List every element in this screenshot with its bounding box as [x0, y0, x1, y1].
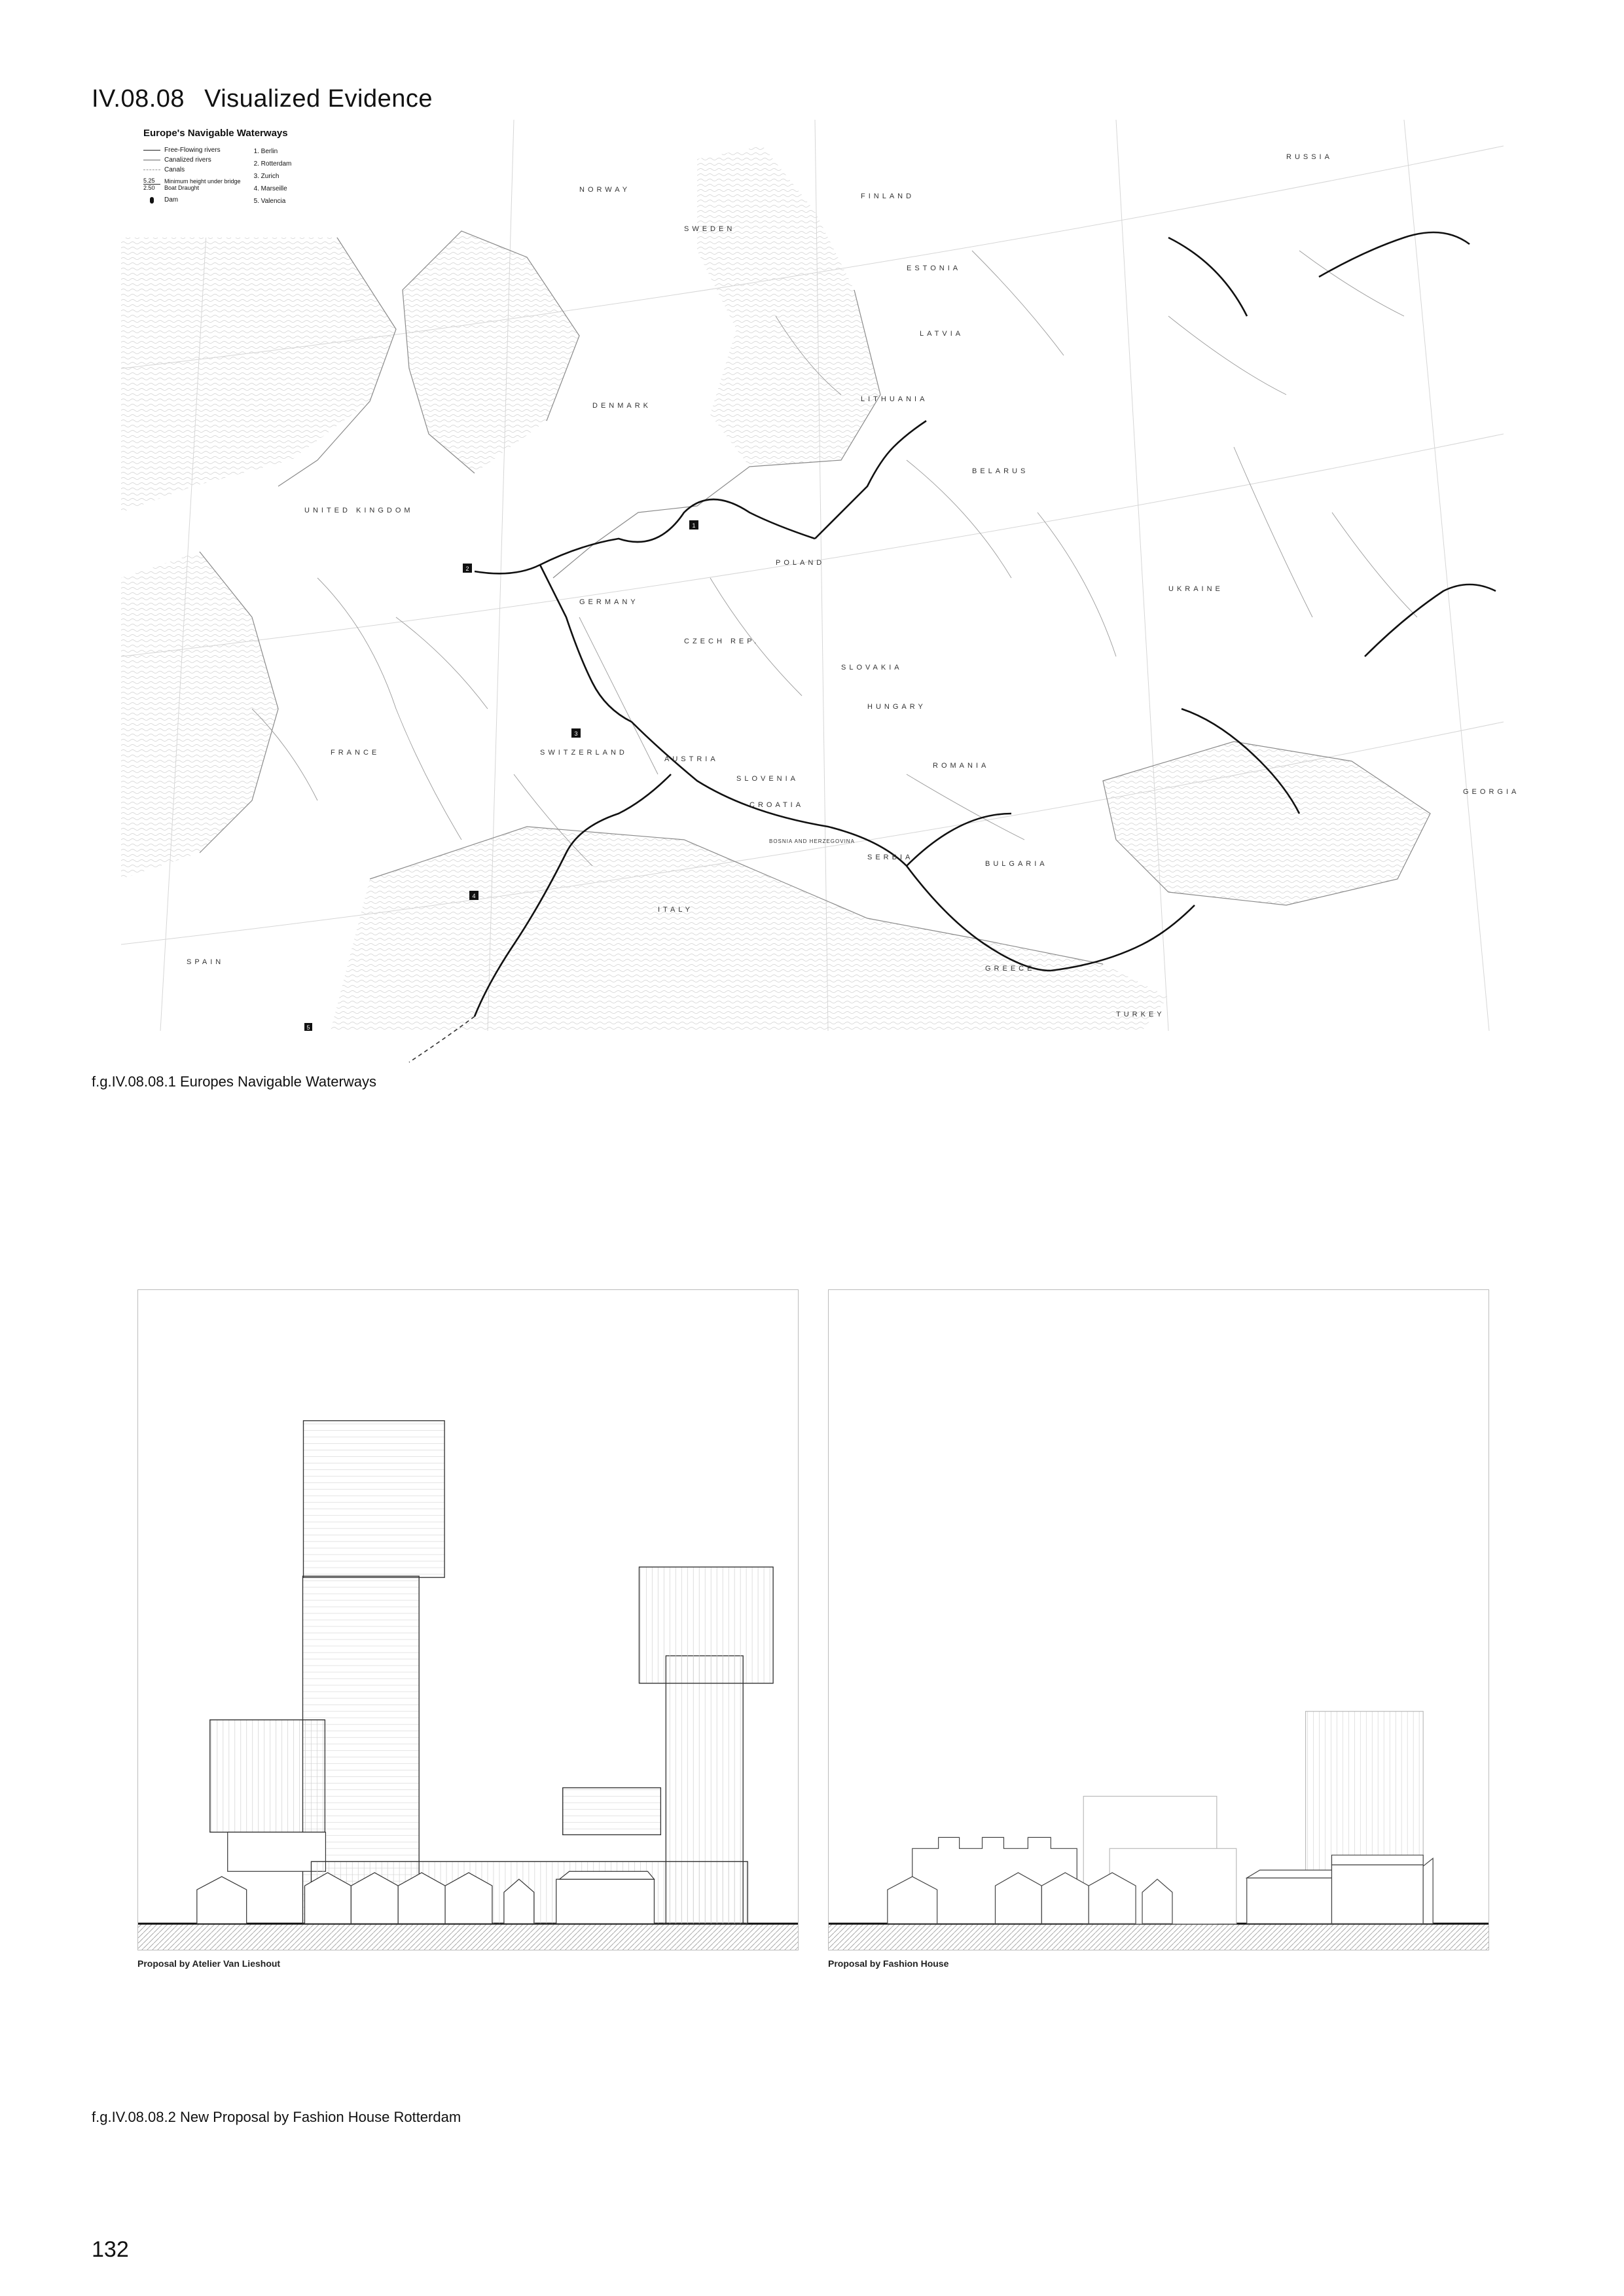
- legend-item: [143, 165, 241, 175]
- country-label: GREECE: [985, 965, 1036, 973]
- ratio-top: 5.25: [143, 177, 160, 185]
- marker-berlin: [689, 520, 698, 529]
- section-title: Visualized Evidence: [204, 85, 433, 113]
- country-label: SLOVAKIA: [841, 664, 903, 672]
- marker-rotterdam: [463, 564, 472, 573]
- section-number: IV.08.08: [92, 85, 185, 113]
- legend-label: Free-Flowing rivers: [164, 147, 221, 154]
- marker-zurich: [571, 728, 581, 738]
- free-flowing-swatch: [143, 150, 160, 151]
- figure-caption-2: f.g.IV.08.08.2 New Proposal by Fashion House Rotterdam: [92, 2109, 461, 2125]
- legend-ratio: [143, 177, 160, 191]
- legend-title: Europe's Navigable Waterways: [143, 128, 288, 139]
- legend-label: Canals: [164, 166, 185, 173]
- city-item: 5. Valencia: [253, 198, 286, 205]
- country-label: UKRAINE: [1168, 585, 1223, 593]
- country-label: SPAIN: [187, 958, 225, 966]
- country-label: FRANCE: [331, 749, 380, 757]
- legend-item: [143, 177, 241, 191]
- country-label: GERMANY: [579, 598, 639, 606]
- marker-label: 5: [306, 1024, 310, 1031]
- country-label: ESTONIA: [907, 264, 962, 272]
- country-label: POLAND: [776, 559, 825, 567]
- dam-icon: [150, 197, 154, 204]
- country-label: SERBIA: [867, 853, 914, 861]
- city-item: 4. Marseille: [253, 185, 287, 192]
- panel-label-right: Proposal by Fashion House: [828, 1958, 949, 1969]
- marker-label: 1: [692, 522, 696, 529]
- country-label: NORWAY: [579, 186, 631, 194]
- legend-symbols: [143, 145, 241, 207]
- city-item: 3. Zurich: [253, 173, 280, 180]
- country-label: UNITED KINGDOM: [304, 507, 414, 514]
- legend-item: [143, 145, 241, 155]
- map-legend: [134, 120, 331, 238]
- ratio-bottom-label: Boat Draught: [164, 184, 200, 191]
- country-label: CZECH REP.: [684, 637, 760, 645]
- elevation-panel-left: [137, 1289, 799, 1950]
- elevation-drawing-right: [829, 1290, 1489, 1950]
- marker-valencia: [304, 1023, 312, 1031]
- marker-label: 4: [472, 893, 476, 899]
- country-label: ITALY: [658, 906, 693, 914]
- ratio-bottom: 2.50: [143, 185, 155, 191]
- legend-label: Canalized rivers: [164, 156, 211, 164]
- country-label: DENMARK: [592, 402, 652, 410]
- waterways-map: [121, 120, 1520, 1031]
- country-label: TURKEY: [1116, 1011, 1165, 1018]
- elevation-drawing-left: [138, 1290, 798, 1950]
- marker-marseille: [469, 891, 478, 900]
- elevation-panel-right: [828, 1289, 1489, 1950]
- legend-cities: [254, 145, 292, 207]
- country-label: FINLAND: [861, 192, 915, 200]
- marker-label: 2: [465, 565, 469, 572]
- country-label: SWITZERLAND: [540, 749, 628, 757]
- country-label: BULGARIA: [985, 860, 1048, 868]
- map-drawing: [121, 120, 1520, 1031]
- country-label: CROATIA: [749, 801, 804, 809]
- country-label: BELARUS: [972, 467, 1029, 475]
- country-label: SWEDEN: [684, 225, 736, 233]
- country-label: GEORGIA: [1463, 788, 1520, 796]
- page-number: 132: [92, 2237, 129, 2262]
- country-label: ROMANIA: [933, 762, 990, 770]
- country-label: BOSNIA AND HERZEGOVINA: [769, 838, 855, 844]
- country-label: RUSSIA: [1286, 153, 1333, 161]
- ratio-top-label: Minimum height under bridge: [164, 177, 241, 185]
- figure-caption-1: f.g.IV.08.08.1 Europes Navigable Waterways: [92, 1073, 376, 1090]
- country-label: SLOVENIA: [736, 775, 799, 783]
- legend-label: Dam: [164, 196, 179, 204]
- city-item: 1. Berlin: [253, 148, 278, 155]
- section-heading: [92, 85, 433, 113]
- legend-item: [143, 155, 241, 165]
- country-label: AUSTRIA: [664, 755, 719, 763]
- panel-label-left: Proposal by Atelier Van Lieshout: [137, 1958, 281, 1969]
- country-label: LITHUANIA: [861, 395, 928, 403]
- legend-item: [143, 195, 241, 205]
- country-label: LATVIA: [920, 330, 964, 338]
- city-item: 2. Rotterdam: [253, 160, 292, 168]
- marker-label: 3: [574, 730, 578, 737]
- country-label: HUNGARY: [867, 703, 926, 711]
